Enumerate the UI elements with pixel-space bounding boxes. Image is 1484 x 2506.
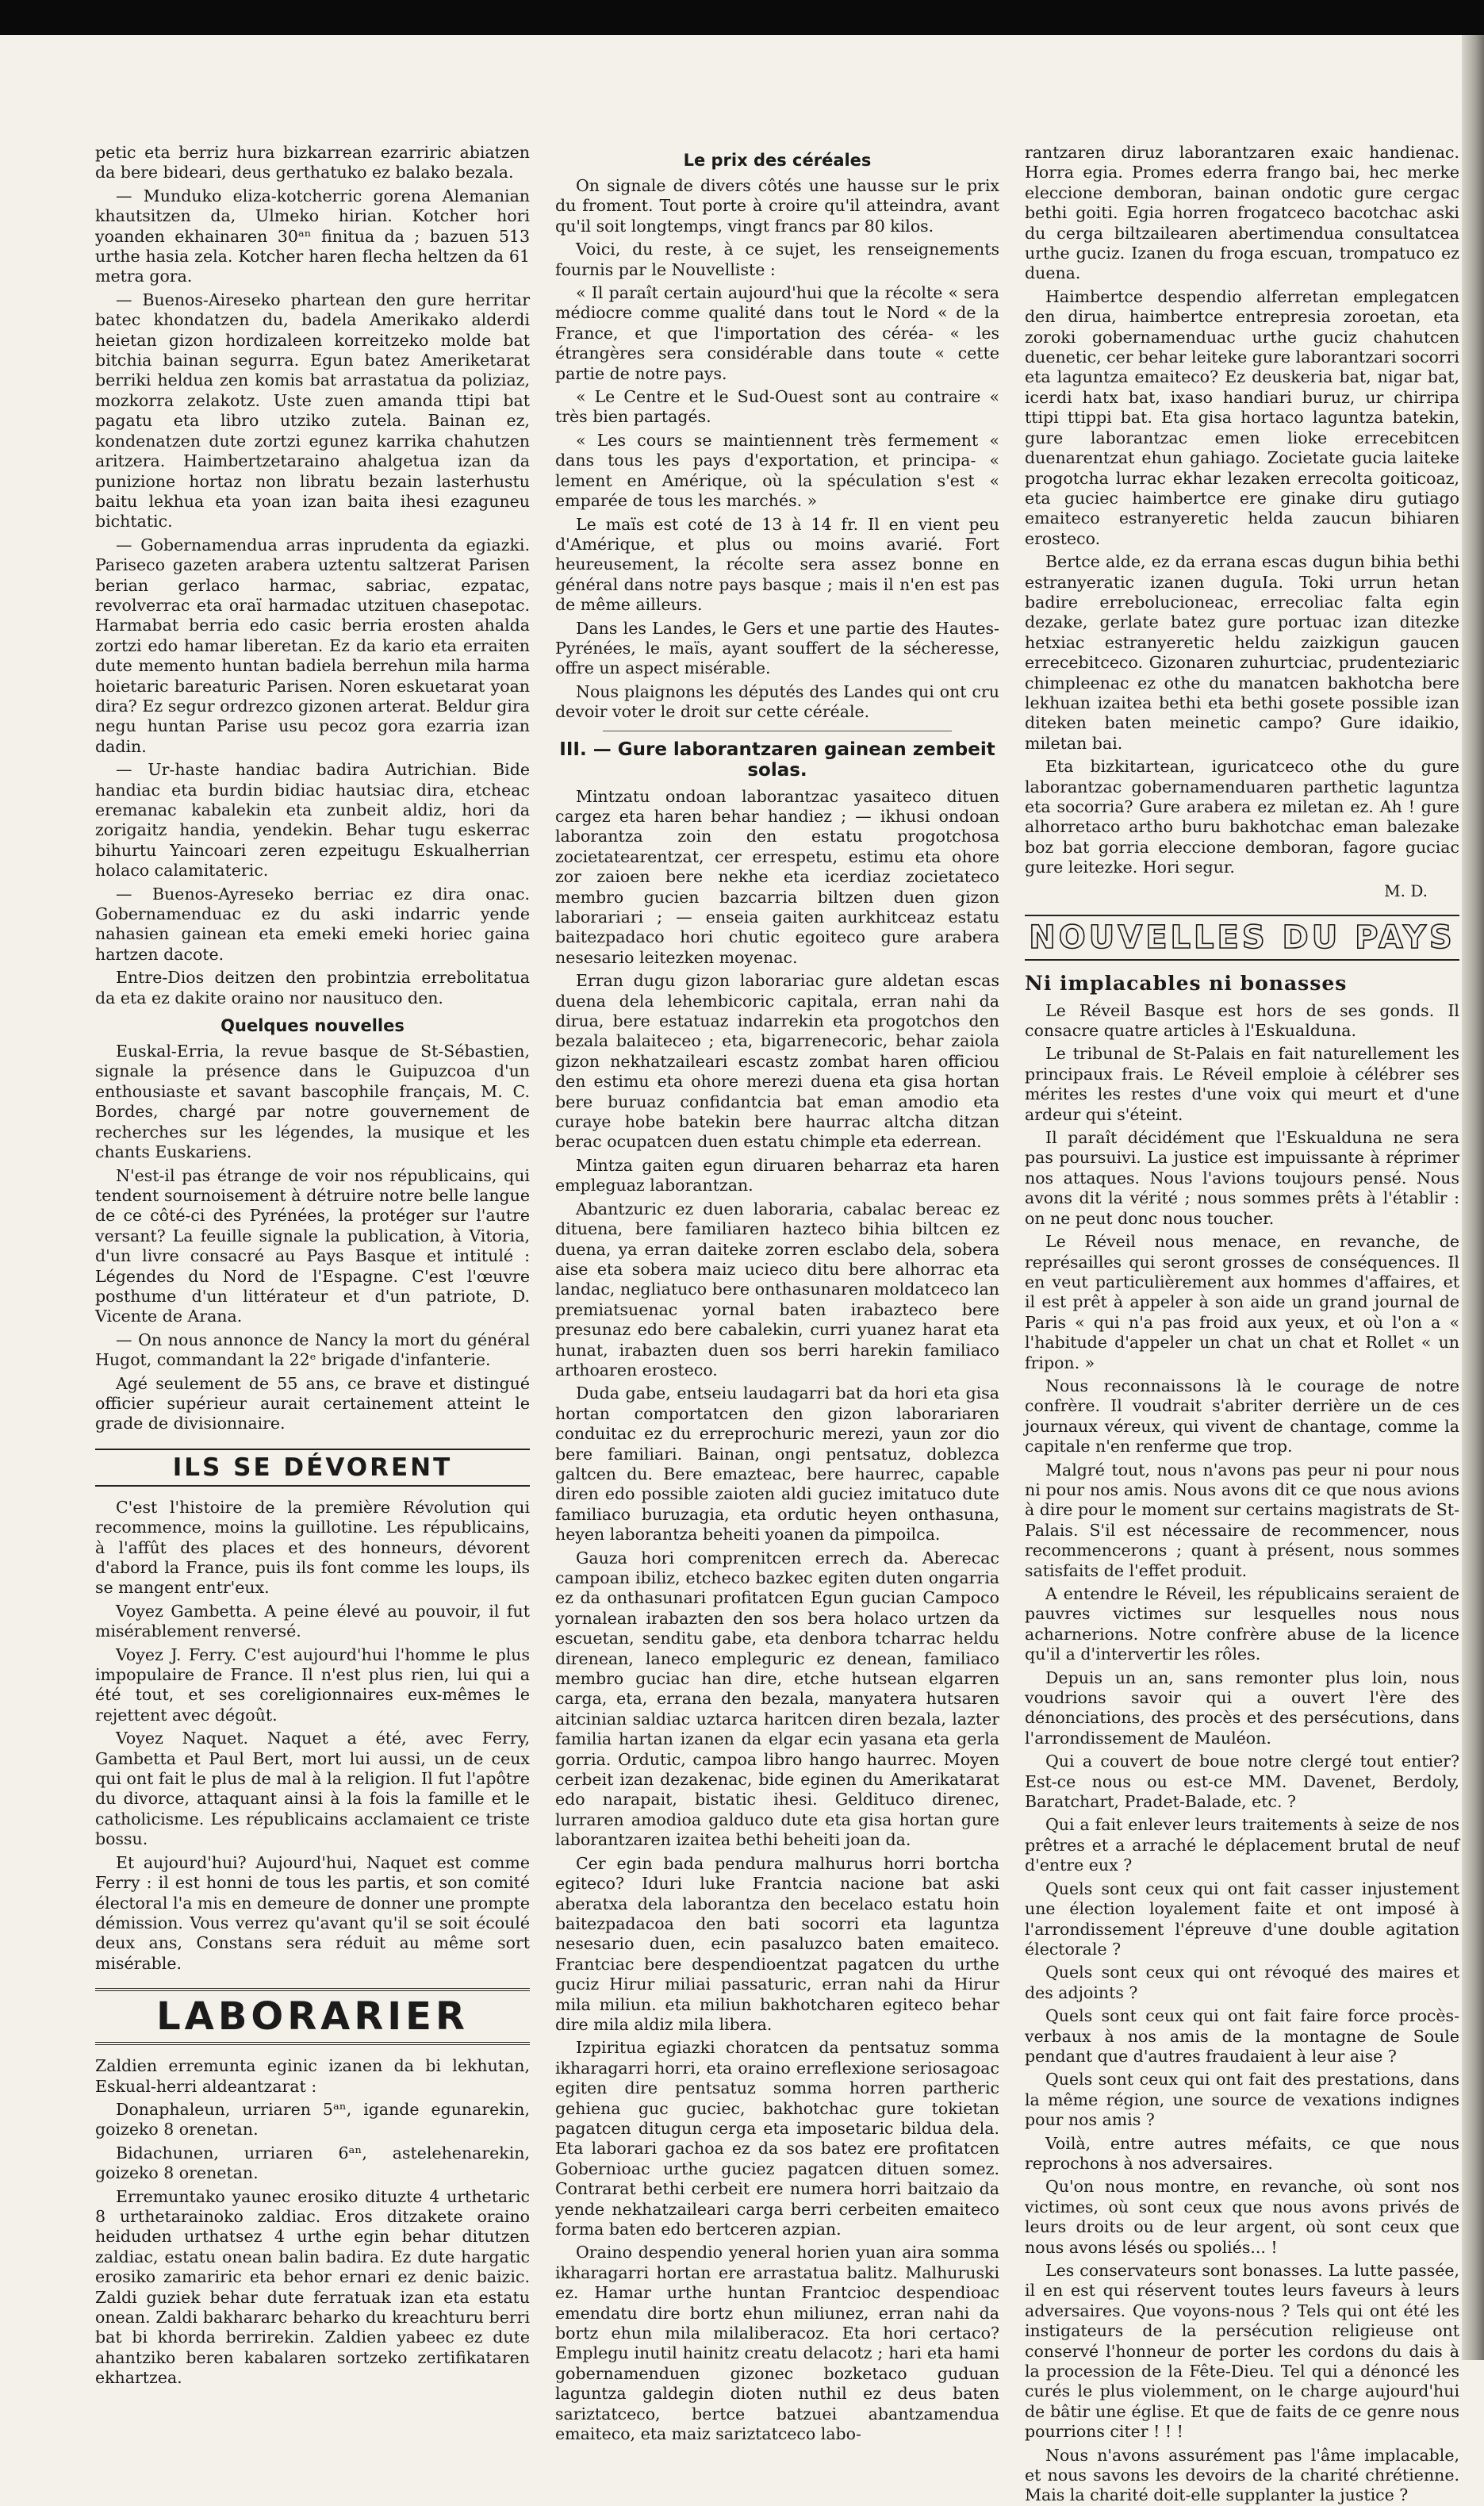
paragraph: Donaphaleun, urriaren 5ᵃⁿ, igande egunarekin, goizeko 8 orenetan.	[95, 2099, 530, 2140]
paragraph: Voyez J. Ferry. C'est aujourd'hui l'homme le plus impopulaire de France. Il n'est plus rien, lui qui a été tout, et ses coreligionnaires eux-mêmes le rejettent avec dégoût.	[95, 1644, 530, 1725]
paragraph: Qui a fait enlever leurs traitements à seize de nos prêtres et a arraché le déplacement brutal de neuf d'entre eux ?	[1025, 1815, 1459, 1875]
paragraph: Quels sont ceux qui ont fait des prestations, dans la même région, une source de vexations indignes pour nos amis ?	[1025, 2070, 1459, 2130]
paragraph: Erremuntako yaunec erosiko dituzte 4 urthetaric 8 urthetarainoko zaldiac. Eros ditzakete oraino heiduden urthatsez 4 urthe egin behar ditutzen zaldiac, estatu onean balin badira. Ez dute hargatic erosiko zamariric eta behor ernari ez denic baizic. Zaldi guziek behar dute ferratuak izan eta estatu onean. Zaldi bakhararc beharko du kreachturu berri bat bi khorda berrirekin. Zaldien yabeec ez dute ahantziko beren kabalaren sortzeko zertifikataren ekhartzea.	[95, 2186, 530, 2388]
subheading-ni-implacables: Ni implacables ni bonasses	[1025, 971, 1348, 995]
paragraph: Abantzuric ez duen laboraria, cabalac bereac ez dituena, bere familiaren hazteco bihia biltcen ez duena, ya erran daiteke zorren esclabo dela, sobera aise eta sobera maiz ucieco ditu bere alhorrac eta landac, negliatuco bere onthasunaren moldatceco lan premiatsuenac yornal baten irabazteco bere presunaz edo bere cabalekin, curri yuanez harat eta hunat, irabazten duen sos berri harekin familiaco arthoaren erosteco.	[555, 1199, 999, 1380]
paragraph: — On nous annonce de Nancy la mort du général Hugot, commandant la 22ᵉ brigade d'infanterie.	[95, 1330, 530, 1370]
heading-quelques-nouvelles: Quelques nouvelles	[220, 1016, 405, 1036]
paragraph: — Buenos-Ayreseko berriac ez dira onac. Gobernamenduac ez du aski indarric yende nahasien gainean eta emeki emeki horiec gaina hartzen dacote.	[95, 884, 530, 964]
signature: M. D.	[1384, 881, 1428, 900]
paragraph: Qui a couvert de boue notre clergé tout entier? Est-ce nous ou est-ce MM. Davenet, Berdoly, Baratchart, Pradet-Balade, etc. ?	[1025, 1752, 1459, 1812]
paragraph: Quels sont ceux qui ont fait faire force procès-verbaux à nos amis de la montagne de Soule pendant que d'autres fraudaient à leur aise ?	[1025, 2006, 1459, 2066]
paragraph: N'est-il pas étrange de voir nos républicains, qui tendent sournoisement à détruire notre belle langue de ce côté-ci des Pyrénées, la protéger sur l'autre versant? La feuille signale la publication, à Vitoria, d'un livre consacré au Pays Basque et intitulé : Légendes du Nord de l'Espagne. C'est l'œuvre posthume d'un littérateur et d'un patriote, D. Vicente de Arana.	[95, 1165, 530, 1326]
paragraph: petic eta berriz hura bizkarrean ezarriric abiatzen da bere bideari, deus gerthatuko ez balako bezala.	[95, 143, 530, 182]
paragraph: Le maïs est coté de 13 à 14 fr. Il en vient peu d'Amérique, et plus ou moins avarié. Fort heureusement, la récolte sera assez bonne en général dans notre pays basque ; mais il n'en est pas de même ailleurs.	[555, 514, 999, 615]
paragraph: — Buenos-Aireseko phartean den gure herritar batec khondatzen du, badela Amerikako alderdi heietan gizon hordizaleen korreitzeko molde bat bitchia bainan segurra. Egun batez Ameriketarat berriki heldua zen komis bat arrastatua da poliziaz, mozkorra zelakotz. Uste zuen amanda ttipi bat pagatu eta libro utziko zutela. Bainan ez, kondenatzen dute zortzi egunez karrika chahutzen aritzera. Haimbertzetaraino ahalgetua izan da punizione hortaz non libratu bezain lasterhustu baitu lekhua eta yoan izan baita ihesi ezaguneu bichtatic.	[95, 290, 530, 532]
paragraph: Nous reconnaissons là le courage de notre confrère. Il voudrait s'abriter derrière un de ces journaux véreux, qui vivent de chantage, comme la capitale n'en renferme que trop.	[1025, 1376, 1459, 1456]
paragraph: Malgré tout, nous n'avons pas peur ni pour nous ni pour nos amis. Nous avons dit ce que nous avions à dire pour le moment sur certains magistrats de St-Palais. S'il est nécessaire de recommencer, nous recommencerons ; quant à présent, nous sommes satisfaits de l'effet produit.	[1025, 1460, 1459, 1580]
paragraph: Cer egin bada pendura malhurus horri bortcha egiteco? Iduri luke Frantcia nacione bat aski aberatxa dela laborantza den becelaco estatu hoin baitezpadacoa den bati socorri eta laguntza nesesario duen, ecin pasaluzco baten emaiteco. Frantciac bere despendioentzat pagatcen du urthe guciz Hirur miliai passaturic, erran nahi da Hirur mila miliun. eta miliun bakhotcharen egiteco behar dire mila aldiz mila libera.	[555, 1853, 999, 2034]
banner-laborarier: LABORARIER	[95, 1988, 530, 2045]
paragraph: Entre-Dios deitzen den probintzia errebolitatua da eta ez dakite oraino nor nausituco den.	[95, 968, 530, 1007]
paragraph: Bidachunen, urriaren 6ᵃⁿ, astelehenarekin, goizeko 8 orenetan.	[95, 2143, 530, 2183]
top-border	[0, 0, 1484, 35]
paragraph: Agé seulement de 55 ans, ce brave et distingué officier supérieur aurait certainement atteint le grade de divisionnaire.	[95, 1373, 530, 1433]
quote: « Le Centre et le Sud-Ouest sont au contraire « très bien partagés.	[555, 387, 999, 427]
paragraph: Oraino despendio yeneral horien yuan aira somma ikharagarri hortan ere arrastatua balitz. Malhuruski ez. Hamar urthe huntan Frantcioc despendioac emendatu dire bortz ehun miliunez, erran nahi da bortz ehun mila milaliberacoz. Eta hori certaco? Emplegu inutil hainitz creatu delacotz ; hari eta hami gobernamenduen gizonec bozketaco guduan laguntza galdegin dioten nuthil ez deus baten sariztatceco, bertce batzuei abantzamendua emaiteco, eta maiz sariztatceco labo-	[555, 2243, 999, 2444]
paragraph: Voyez Gambetta. A peine élevé au pouvoir, il fut misérablement renversé.	[95, 1601, 530, 1641]
paragraph: Euskal-Erria, la revue basque de St-Sébastien, signale la présence dans le Guipuzcoa d'un enthousiaste et savant bascophile français, M. C. Bordes, chargé par notre gouvernement de recherches sur les légendes, la musique et les chants Euskariens.	[95, 1042, 530, 1162]
paragraph: Le Réveil nous menace, en revanche, de représailles qui seront grosses de conséquences. Il en veut particulièrement aux hommes d'affaires, et il est prêt à appeler à son aide un grand journal de Paris « qui n'a pas froid aux yeux, et où l'on a « l'habitude d'appeler un chat un chat et Rollet « un fripon. »	[1025, 1232, 1459, 1372]
paragraph: — Gobernamendua arras inprudenta da egiazki. Pariseco gazeten arabera uztentu saltzerat Parisen berian gerlaco harmac, sabriac, ezpatac, revolverrac eta oraï harmadac utzituen chasepotac. Harmabat berria edo casic berria erosten ahalda zortzi edo hamar liberetan. Ez da kario eta erraiten dute memento huntan badiela berrehun mila harma hoietaric bareaturic Parisen. Noren eskuetarat yoan dira? Ez segur ordrezco gizonen arterat. Beldur gira negu huntan Parise usu pecoz gora ezarria izan dadin.	[95, 535, 530, 756]
paragraph: Dans les Landes, le Gers et une partie des Hautes-Pyrénées, le maïs, ayant souffert de la sécheresse, offre un aspect misérable.	[555, 618, 999, 678]
paragraph: Quels sont ceux qui ont révoqué des maires et des adjoints ?	[1025, 1963, 1459, 2002]
paragraph: — Munduko eliza-kotcherric gorena Alemanian khautsitzen da, Ulmeko hirian. Kotcher hori yoanden ekhainaren 30ᵃⁿ finitua da ; bazuen 513 urthe hasia zela. Kotcher haren flecha heltzen da 61 metra gora.	[95, 186, 530, 286]
paragraph: Voilà, entre autres méfaits, ce que nous reprochons à nos adversaires.	[1025, 2133, 1459, 2173]
heading-prix-cereales: Le prix des céréales	[683, 151, 872, 170]
column-2	[555, 143, 999, 2444]
heading-gure-laborantza: III. — Gure laborantzaren gainean zembeit solas.	[559, 739, 995, 781]
paragraph: Duda gabe, entseiu laudagarri bat da hori eta gisa hortan comportatcen den gizon laborariaren conduitac ez du erreprochuric merezi, yaun zor dio bere familiari. Bainan, ongi pentsatuz, doblezca galtcen du. Bere emazteac, bere haurrec, capable diren edo possible zaioten aldi guciez imitatuco dute familiaco buruzagia, eta ordutic heyen onthasuna, heyen laborantza beheiti yoanen da pimpoilca.	[555, 1383, 999, 1545]
paragraph: Les conservateurs sont bonasses. La lutte passée, il en est qui réservent toutes leurs faveurs à leurs adversaires. Que voyons-nous ? Tels qui ont été les instigateurs de la persécution religieuse ont conservé l'honneur de porter les cordons du dais à la procession de la Fête-Dieu. Tel qui a dénoncé les curés le plus violemment, on le charge aujourd'hui de bâtir une église. Et que de faits de ce genre nous pourrions citer ! ! !	[1025, 2261, 1459, 2442]
paragraph: — Ur-haste handiac badira Autrichian. Bide handiac eta burdin bidiac hautsiac dira, etcheac eremanac kabalekin eta zunbeit aldiz, hori da zorigaitz handia, yendekin. Behar tugu eskerrac bihurtu Yaincoari zeren ezpeitugu Eskualherrian holaco calamitateric.	[95, 760, 530, 881]
paragraph: Erran dugu gizon laborariac gure aldetan escas duena dela lehembicoric capitala, erran nahi da dirua, bere estatuaz indarrekin eta progotchos den bezala balaiteceo ; eta, bigarrenecoric, behar zaiola gizon nekhatzaileari escastz zombat haren officiou den estimu eta ohore merezi duena eta gisa hortan bere buruaz confidantcia bat eman amodio eta curaye hobe batekin bere haurrac altcha ditzan berac ocupatcen duen estatu chimple eta ederrean.	[555, 971, 999, 1152]
column-1	[95, 143, 530, 2388]
page-edge-shadow	[1462, 35, 1484, 2360]
paragraph: Voyez Naquet. Naquet a été, avec Ferry, Gambetta et Paul Bert, mort lui aussi, un de ceux qui ont fait le plus de mal à la religion. Il fut l'apôtre du divorce, attaquant ainsi à la fois la famille et le catholicisme. Les républicains acclamaient ce triste bossu.	[95, 1729, 530, 1849]
paragraph: Nous n'avons assurément pas l'âme implacable, et nous savons les devoirs de la charité chrétienne. Mais la charité doit-elle supplanter la justice ?	[1025, 2445, 1459, 2505]
paragraph: Voici, du reste, à ce sujet, les renseignements fournis par le Nouvelliste :	[555, 240, 999, 279]
banner-nouvelles-du-pays: NOUVELLES DU PAYS	[1025, 915, 1459, 961]
quote: « Il paraît certain aujourd'hui que la récolte « sera médiocre comme qualité dans tout le Nord « de la France, et que l'importation des céréa- « les étrangères sera considérable dans toute « cette partie de notre pays.	[555, 283, 999, 383]
paragraph: Bertce alde, ez da errana escas dugun bihia bethi estranyeratic izanen duguIa. Toki urrun hetan badire errebolucioneac, errecoliac falta egin dezake, gerlate batez gure portuac izan ditezke hetxiac estranyeretic heldu zaizkigun gaucen errecebitceco. Gizonaren zuhurtciac, prudenteziaric chimpleenac ez othe du manatcen bakhotcha bere lekhuan izaitea bethi eta bethi gosete possible izan diteken baten meinetic campo? Gure idaikio, miletan bai.	[1025, 552, 1459, 753]
paragraph: Nous plaignons les députés des Landes qui ont cru devoir voter le droit sur cette céréale.	[555, 681, 999, 722]
quote: « Les cours se maintiennent très fermement « dans tous les pays d'exportation, et principa- « lement en Amérique, où la spéculation s'est « emparée de tous les marchés. »	[555, 430, 999, 511]
paragraph: Izpiritua egiazki choratcen da pentsatuz somma ikharagarri horri, eta oraino erreflexione seriosagoac egiten dire pentsatuz somma horren partheric gehiena guc guciec, bakhotchac gure tokietan pagatcen ditugun cerga eta imposetaric bildua dela. Eta laborari gachoa ez da sos batez ere profitatcen Gobernioac urthe guciez pagatcen dituen somez. Contrarat bethi cerbeit ere numera horri baitzaio da yende nekhatzaileari carga berri cerbeiten emaiteco forma baten edo bertceren azpian.	[555, 2038, 999, 2239]
paragraph: Quels sont ceux qui ont fait casser injustement une élection loyalement faite et ont imposé à l'arrondissement l'épreuve d'une double agitation électorale ?	[1025, 1879, 1459, 1959]
paragraph: Et aujourd'hui? Aujourd'hui, Naquet est comme Ferry : il est honni de tous les partis, et son comité électoral l'a mis en demeure de donner une prompte démission. Vous verrez qu'avant qu'il se soit écoulé deux ans, Constans sera réduit au même sort misérable.	[95, 1852, 530, 1973]
paragraph: On signale de divers côtés une hausse sur le prix du froment. Tout porte à croire qu'il atteindra, avant qu'il soit longtemps, vingt francs par 80 kilos.	[555, 176, 999, 236]
paragraph: Eta bizkitartean, iguricatceco othe du gure laborantzac gobernamenduaren parthetic laguntza eta socorria? Gure arabera ez miletan ez. Ah ! gure alhorretaco artho buru bakhotchac eman balezake boz bat gorria eleccione demboran, fagore guciac gure leitezke. Hori segur.	[1025, 757, 1459, 877]
paragraph: Qu'on nous montre, en revanche, où sont nos victimes, où sont ceux que nous avons privés de leurs droits ou de leur argent, où sont ceux que nous avons lésés ou spoliés... !	[1025, 2177, 1459, 2257]
paragraph: A entendre le Réveil, les républicains seraient de pauvres victimes sur lesquelles nous nous acharnerions. Notre confrère abuse de la licence qu'il a d'intervertir les rôles.	[1025, 1584, 1459, 1664]
paragraph: Gauza hori comprenitcen errech da. Aberecac campoan ibiliz, etcheco bazkec egiten duten ongarria ez da onthasunari profitatcen Egun gucian Campoco yornalean irabazten den sos bera holaco urtzen da escuetan, senditu gabe, eta denbora tcharrac heldu direnean, laneco empleguric ez denean, familiaco membro guciac han dire, etche hutsean elgarren carga, eta, errana den bezala, manyatera hutsaren aitcinian saldiac uztarca haritcen diren bezala, lazter familia hartan izanen da elgar ecin yasana eta gerla gorria. Ordutic, campoa libro hango haurrec. Moyen cerbeit izan dezakenac, bide eginen du Amerikatarat edo narapait, bistatic ihesi. Geldituco direnec, lurraren amodioa galduco dute eta gisa hortan gure laborantzaren izaitea bethi beheiti joan da.	[555, 1548, 999, 1850]
paragraph: C'est l'histoire de la première Révolution qui recommence, moins la guillotine. Les républicains, à l'affût des places et des honneurs, dévorent d'abord la France, puis ils font comme les loups, ils se mangent entr'eux.	[95, 1497, 530, 1598]
paragraph: Haimbertce despendio alferretan emplegatcen den dirua, haimbertce entrepresia zoroetan, eta zoroki gobernamenduac urthe guciz chahutcen duenetic, cer behar leiteke gure laborantzari socorri eta laguntza emaiteco? Ez deuskeria bat, nigar bat, icerdi hatx bat, ixaso handiari buruz, ur chirripa ttipi ttippi bat. Eta gisa hortaco laguntza batekin, gure laborantzac emen lioke errecebitcen duenarentzat ehun gahiago. Zocietate gucia laiteke progotcha lurrac ekhar lezaken errecolta goiticoaz, eta guciec haimbertce ere ginake diru gutiago emaiteco estranyeretic helda zaucun bihiaren erosteco.	[1025, 286, 1459, 548]
paragraph: Depuis un an, sans remonter plus loin, nous voudrions savoir qui a ouvert l'ère des dénonciations, des procès et des persécutions, dans l'arrondissement de Mauléon.	[1025, 1667, 1459, 1748]
paragraph: Le Réveil Basque est hors de ses gonds. Il consacre quatre articles à l'Eskualduna.	[1025, 1000, 1459, 1041]
paragraph: Mintzatu ondoan laborantzac yasaiteco dituen cargez eta haren behar handiez ; — ikhusi ondoan laborantza zoin den estatu progotchosa zocietatearentzat, cer errespetu, estimu eta ohore zor zaioen bere nekhe eta icerdiaz zocietateco membro gucien bazcarria biltzen duen gizon laborariari ; — enseia gaiten aurkhitceaz estatu baitezpadaco hori chutic egoiteco gure arabera nesesario leitezken moyenac.	[555, 786, 999, 967]
paragraph: Le tribunal de St-Palais en fait naturellement les principaux frais. Le Réveil emploie à célébrer ses mérites les restes d'une voix qui meurt et d'une ardeur qui s'éteint.	[1025, 1044, 1459, 1124]
banner-ils-se-devorent: ILS SE DÉVORENT	[95, 1449, 530, 1487]
paragraph: Il paraît décidément que l'Eskualduna ne sera pas poursuivi. La justice est impuissante à réprimer nos attaques. Nous l'avions toujours pensé. Nous avons dit la vérité ; nous sommes prêts à l'établir : on ne peut donc nous toucher.	[1025, 1128, 1459, 1228]
paragraph: rantzaren diruz laborantzaren exaic handienac. Horra egia. Promes ederra frango bai, hec merke eleccione demboran, bainan ondotic gure cergac bethi goiti. Egia horren frogatceco bacotchac aski du cerga biltzailearen abertimendua consultatcea urthe guciz. Izanen du froga escuan, trompatuco ez duena.	[1025, 143, 1459, 283]
paragraph: Mintza gaiten egun diruaren beharraz eta haren empleguaz laborantzan.	[555, 1155, 999, 1195]
column-3	[1025, 143, 1459, 2505]
paragraph: Zaldien erremunta eginic izanen da bi lekhutan, Eskual-herri aldeantzarat :	[95, 2056, 530, 2096]
